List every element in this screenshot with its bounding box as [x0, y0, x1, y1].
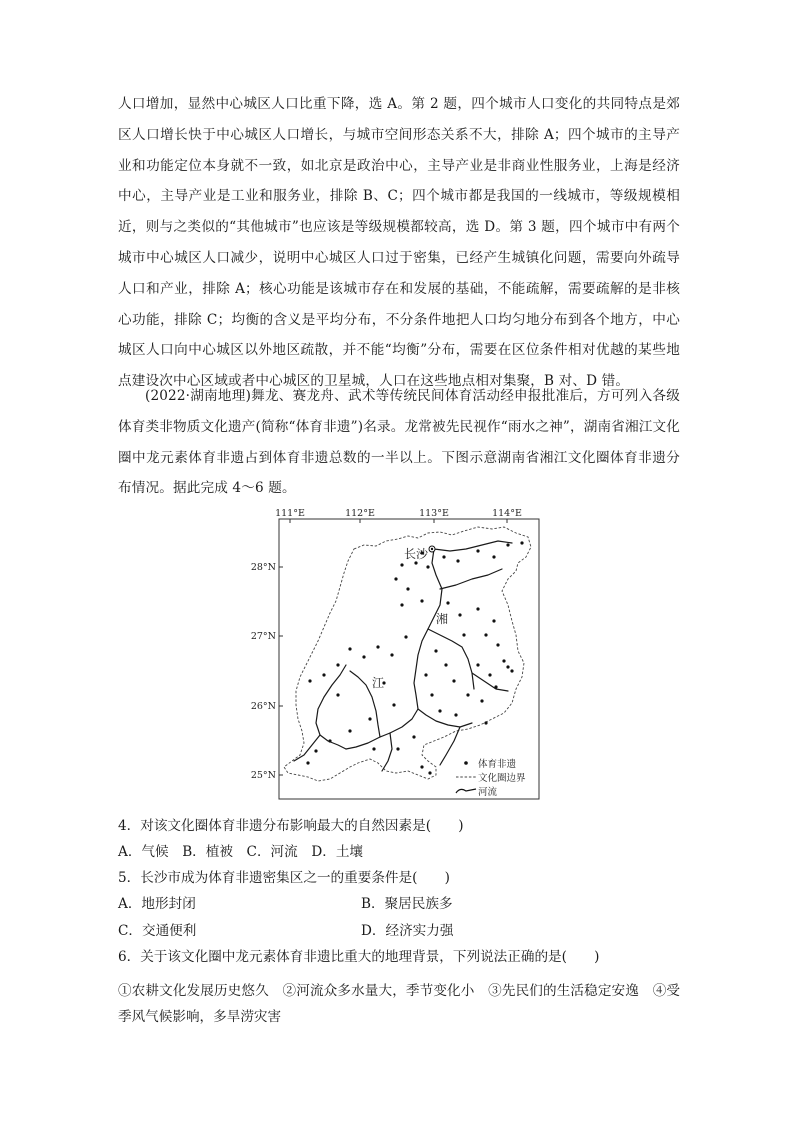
heritage-point: [510, 669, 513, 672]
heritage-point: [502, 659, 505, 662]
lat-label-27: 27°N: [250, 631, 276, 642]
lon-label-114: 114°E: [492, 508, 522, 519]
question-6-statements: ①农耕文化发展历史悠久 ②河流众多水量大，季节变化小 ③先民们的生活稳定安逸 ④受季风气候影响，多旱涝灾害: [118, 983, 680, 1025]
heritage-point: [484, 633, 487, 636]
heritage-point: [476, 607, 479, 610]
legend-boundary-label: 文化圈边界: [478, 773, 526, 784]
heritage-point: [480, 699, 483, 702]
answer-explanation: 人口增加，显然中心城区人口比重下降，选 A。第 2 题，四个城市人口变化的共同特点是郊区人口增长快于中心城区人口增长，与城市空间形态关系不大，排除 A；四个城市的主导产业和功能定位本身就不一致，如北京是政治中心，主导产业是非商业性服务业，上海是经济中心，主导产业是工业和服务业，排除 B、C；四个城市都是我国的一线城市，等级规模相近，则与之类似的“其他城市”也应该是等级规模都较高，选 D。第 3 题，四个城市中有两个城市中心城区人口减少，说明中心城区人口过于密集，已经产生城镇化问题，需要向外疏导人口和产业，排除 A；核心功能是该城市存在和发展的基础，不能疏解，需要疏解的是非核心功能，排除 C；均衡的含义是平均分布，不分条件地把人口均匀地分布到各个地方，中心城区人口向中心城区以外地区疏散，并不能“均衡”分布，需要在区位条件相对优越的某些地点建设次中心区域或者中心城区的卫星城，人口在这些地点相对集聚，B 对、D 错。: [118, 96, 680, 390]
heritage-point: [308, 679, 311, 682]
question-4-stem: 4．对该文化圈体育非遗分布影响最大的自然因素是( ): [118, 818, 464, 834]
heritage-point: [462, 633, 465, 636]
heritage-point: [376, 645, 379, 648]
heritage-point: [306, 761, 309, 764]
heritage-point: [496, 643, 499, 646]
heritage-point: [444, 663, 447, 666]
heritage-point: [372, 747, 375, 750]
heritage-point: [492, 555, 495, 558]
heritage-point: [494, 685, 497, 688]
heritage-point: [506, 543, 509, 546]
map-frame: [279, 519, 539, 799]
question-intro: (2022·湖南地理)舞龙、赛龙舟、武术等传统民间体育活动经申报批准后，方可列入各级体育类非物质文化遗产(简称“体育非遗”)名录。龙常被先民视作“雨水之神”，湖南省湘江文化圈中龙元素体育非遗占到体育非遗总数的一半以上。下图示意湖南省湘江文化圈体育非遗分布情况。据此完成 4～6 题。: [118, 388, 680, 497]
heritage-point: [456, 559, 459, 562]
heritage-point: [476, 549, 479, 552]
changsha-city-center: [431, 548, 433, 550]
heritage-point: [400, 563, 403, 566]
heritage-point: [434, 649, 437, 652]
heritage-point: [348, 729, 351, 732]
heritage-point: [348, 647, 351, 650]
heritage-point: [442, 555, 445, 558]
heritage-point: [394, 577, 397, 580]
heritage-point: [362, 655, 365, 658]
question-5-option-c: C．交通便利: [118, 923, 197, 939]
legend-river-label: 河流: [478, 787, 498, 798]
heritage-point: [458, 613, 461, 616]
heritage-point: [506, 665, 509, 668]
heritage-point: [466, 693, 469, 696]
heritage-point: [412, 735, 415, 738]
heritage-point: [406, 587, 409, 590]
heritage-point: [420, 599, 423, 602]
heritage-point: [368, 717, 371, 720]
heritage-point: [476, 663, 479, 666]
heritage-point: [446, 601, 449, 604]
lat-label-28: 28°N: [250, 562, 276, 573]
heritage-point: [484, 721, 487, 724]
question-5-option-b: B．聚居民族多: [361, 896, 453, 912]
heritage-point: [454, 713, 457, 716]
question-5-stem: 5．长沙市成为体育非遗密集区之一的重要条件是( ): [118, 870, 450, 886]
question-5-option-d: D．经济实力强: [361, 923, 454, 939]
lat-label-25: 25°N: [250, 770, 276, 781]
region-label-xiang: 湘: [436, 612, 449, 626]
heritage-point: [488, 673, 491, 676]
legend-heritage-dot-icon: [464, 761, 468, 765]
question-4-options: A．气候 B．植被 C．河流 D．土壤: [118, 844, 364, 860]
heritage-point: [322, 673, 325, 676]
heritage-point: [428, 771, 431, 774]
xiangjiang-culture-map: [246, 505, 546, 805]
lat-label-26: 26°N: [250, 701, 276, 712]
heritage-point: [392, 703, 395, 706]
heritage-point: [520, 541, 523, 544]
legend-heritage-label: 体育非遗: [478, 759, 517, 770]
heritage-point: [414, 561, 417, 564]
heritage-point: [336, 693, 339, 696]
heritage-point: [426, 565, 429, 568]
question-6-stem: 6．关于该文化圈中龙元素体育非遗比重大的地理背景，下列说法正确的是( ): [118, 949, 600, 965]
changsha-label: 长沙: [404, 547, 429, 561]
heritage-point: [404, 635, 407, 638]
question-5-option-a: A．地形封闭: [118, 896, 196, 912]
heritage-point: [424, 673, 427, 676]
heritage-point: [336, 663, 339, 666]
heritage-point: [396, 747, 399, 750]
heritage-point: [430, 693, 433, 696]
heritage-point: [328, 739, 331, 742]
heritage-point: [314, 749, 317, 752]
heritage-point: [390, 653, 393, 656]
lon-label-112: 112°E: [345, 508, 375, 519]
region-label-jiang: 江: [372, 676, 385, 690]
heritage-point: [400, 603, 403, 606]
heritage-point: [438, 709, 441, 712]
heritage-point: [420, 765, 423, 768]
lon-label-113: 113°E: [419, 508, 449, 519]
lon-label-111: 111°E: [275, 508, 305, 519]
heritage-point: [452, 679, 455, 682]
heritage-point: [492, 619, 495, 622]
